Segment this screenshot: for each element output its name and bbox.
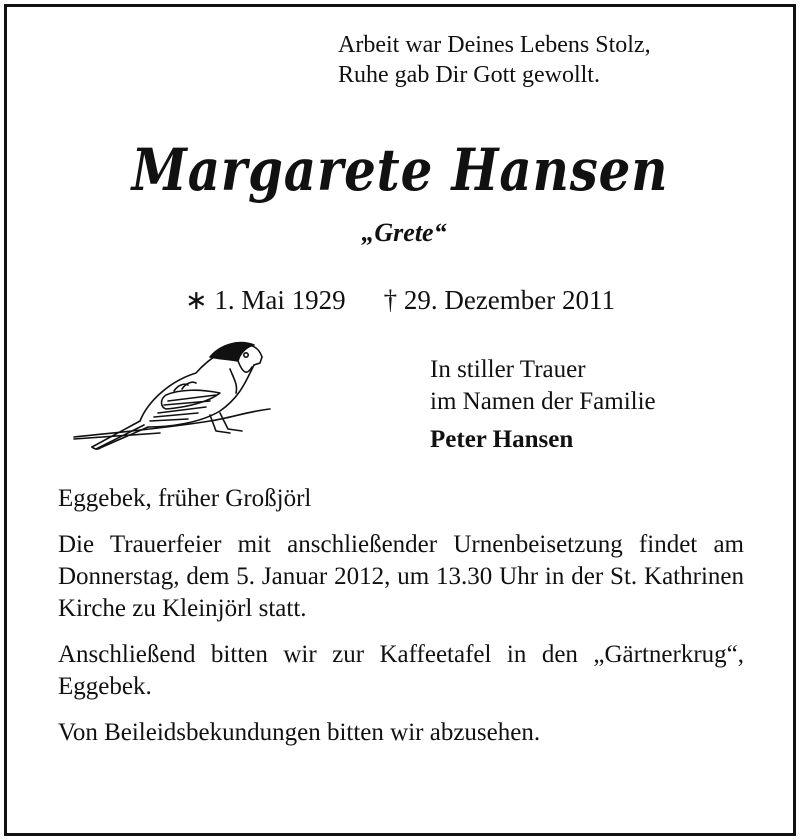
- location-text: Eggebek, früher Großjörl: [58, 485, 312, 512]
- condolences-text: Von Beileidsbekundungen bitten wir abzusehen.: [58, 719, 541, 746]
- ceremony-text: Die Trauerfeier mit anschließender Urnenbeisetzung findet am Donnerstag, dem 5. Januar 2012, um 13.30 Uhr in der St. Kathrinen Kirche zu Kleinjörl statt.: [58, 531, 744, 622]
- death-date: † 29. Dezember 2011: [383, 285, 616, 315]
- life-dates: [0, 284, 800, 316]
- motto: [338, 30, 651, 90]
- mourning-block: [430, 354, 656, 456]
- bird-illustration: [70, 335, 280, 455]
- coffee-text: Anschließend bitten wir zur Kaffeetafel in den „Gärtnerkrug“, Eggebek.: [58, 641, 744, 700]
- notice-body: [58, 483, 744, 763]
- mourning-signer: Peter Hansen: [430, 426, 574, 453]
- mourning-line-1: In stiller Trauer: [430, 356, 586, 383]
- mourning-line-2: im Namen der Familie: [430, 388, 656, 415]
- motto-line-1: Arbeit war Deines Lebens Stolz,: [338, 32, 651, 58]
- motto-line-2: Ruhe gab Dir Gott gewollt.: [338, 62, 600, 88]
- deceased-name: Margarete Hansen: [131, 136, 669, 204]
- deceased-nickname: „Grete“: [361, 218, 447, 247]
- birth-date: ∗ 1. Mai 1929: [184, 285, 346, 315]
